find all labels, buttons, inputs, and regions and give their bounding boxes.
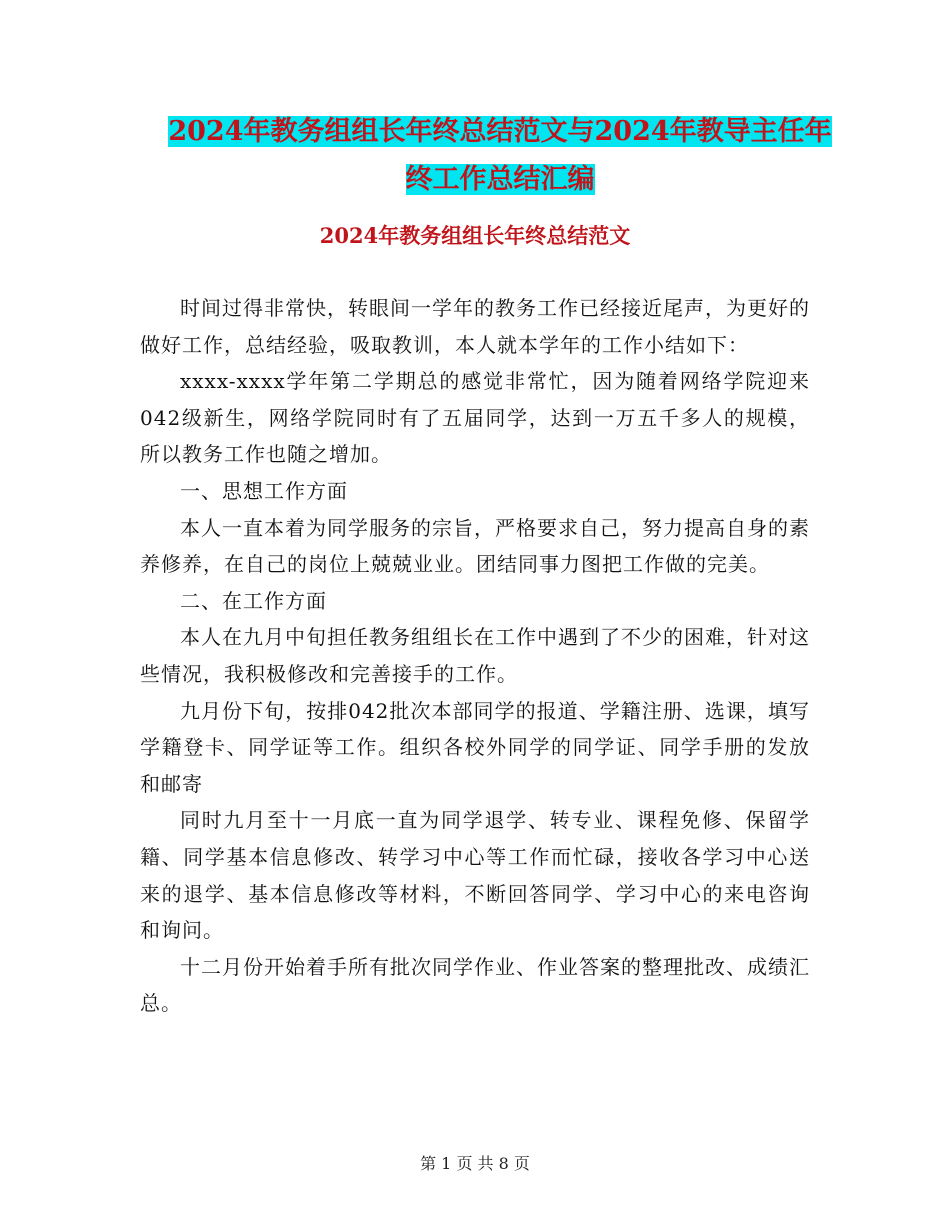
page-footer: 第 1 页 共 8 页 bbox=[420, 1154, 530, 1173]
paragraph-intro: 时间过得非常快，转眼间一学年的教务工作已经接近尾声，为更好的做好工作，总结经验，吸取教训，本人就本学年的工作小结如下： bbox=[140, 296, 810, 357]
paragraph-december: 十二月份开始着手所有批次同学作业、作业答案的整理批改、成绩汇总。 bbox=[140, 954, 810, 1016]
document-title bbox=[140, 108, 860, 204]
paragraph-september: 九月份下旬，按排042批次本部同学的报道、学籍注册、选课，填写学籍登卡、同学证等工作。组织各校外同学的同学证、同学手册的发放和邮寄 bbox=[140, 698, 810, 796]
document-title-line-2: 终工作总结汇编 bbox=[405, 164, 595, 195]
document-title-line-1: 2024年教务组组长年终总结范文与2024年教导主任年 bbox=[168, 116, 832, 147]
section-title: 2024年教务组组长年终总结范文 bbox=[319, 223, 631, 248]
heading-work: 二、在工作方面 bbox=[180, 588, 327, 613]
paragraph-semester: xxxx-xxxx学年第二学期总的感觉非常忙，因为随着网络学院迎来042级新生，网络学院同时有了五届同学，达到一万五千多人的规模，所以教务工作也随之增加。 bbox=[140, 369, 810, 467]
heading-ideology: 一、思想工作方面 bbox=[180, 478, 348, 503]
paragraph-ideology: 本人一直本着为同学服务的宗旨，严格要求自己，努力提高自身的素养修养，在自己的岗位上兢兢业业。团结同事力图把工作做的完美。 bbox=[140, 515, 810, 577]
document-body bbox=[140, 290, 810, 1022]
paragraph-work-start: 本人在九月中旬担任教务组组长在工作中遇到了不少的困难，针对这些情况，我积极修改和完善接手的工作。 bbox=[140, 625, 810, 686]
paragraph-september-november: 同时九月至十一月底一直为同学退学、转专业、课程免修、保留学籍、同学基本信息修改、转学习中心等工作而忙碌，接收各学习中心送来的退学、基本信息修改等材料，不断回答同学、学习中心的来电咨询和询问。 bbox=[140, 808, 810, 943]
